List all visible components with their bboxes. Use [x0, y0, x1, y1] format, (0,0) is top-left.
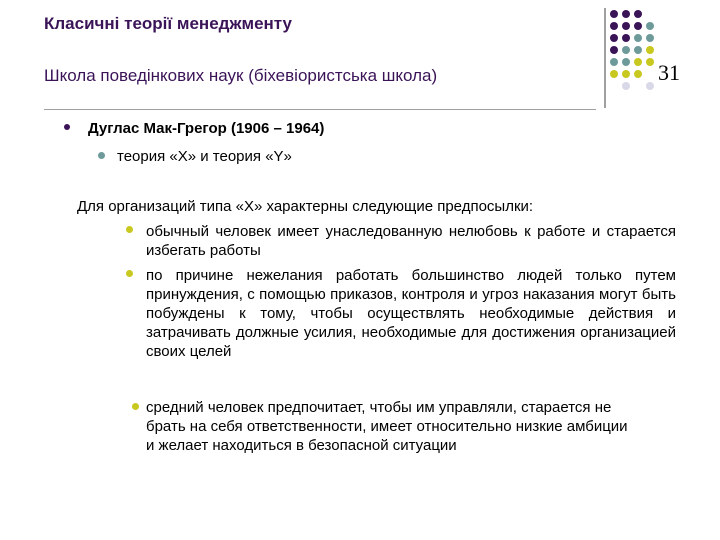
slide-subtitle: Школа поведінкових наук (біхевіористська школа) [44, 66, 438, 85]
decorative-dot [622, 58, 630, 66]
decorative-dot [610, 22, 618, 30]
decorative-dot [634, 10, 642, 18]
decorative-dot [622, 22, 630, 30]
slide-title: Класичні теорії менеджменту [44, 14, 292, 33]
decorative-dot [610, 46, 618, 54]
decorative-dot [646, 82, 654, 90]
item-bullet-icon [126, 270, 133, 277]
bullet-icon [64, 124, 70, 130]
decorative-dot [610, 10, 618, 18]
decorative-dot [646, 58, 654, 66]
decorative-dot [610, 58, 618, 66]
horizontal-divider [44, 109, 596, 110]
decorative-dot [622, 82, 630, 90]
decorative-dot [634, 34, 642, 42]
decorative-dot [622, 46, 630, 54]
list-item: обычный человек имеет унаследованную нелюбовь к работе и старается избегать работы [146, 223, 676, 259]
decorative-dot [646, 22, 654, 30]
decorative-dot-grid [606, 10, 666, 94]
sub-bullet-icon [98, 152, 105, 159]
decorative-dot [622, 10, 630, 18]
decorative-dot [646, 46, 654, 54]
page-number: 31 [658, 60, 680, 85]
intro-text: Для организаций типа «Х» характерны следующие предпосылки: [77, 198, 534, 215]
decorative-dot [610, 34, 618, 42]
list-item: по причине нежелания работать большинство людей только путем принуждения, с помощью приказов, контроля и угроз наказания могут быть побуждены к тому, чтобы осуществлять необходимые действия и затрачивать должные усилия, необходимые для достижения организацией своих целей [146, 267, 676, 360]
decorative-dot [610, 70, 618, 78]
item-bullet-icon [126, 226, 133, 233]
list-item: средний человек предпочитает, чтобы им управляли, старается не брать на себя ответственности, имеет относительно низкие амбиции и желает находиться в безопасной ситуации [146, 399, 628, 454]
decorative-dot [634, 70, 642, 78]
decorative-dot [634, 46, 642, 54]
item-bullet-icon [132, 403, 139, 410]
decorative-dot [646, 34, 654, 42]
main-bullet-text: Дуглас Мак-Грегор (1906 – 1964) [88, 120, 325, 137]
decorative-dot [622, 70, 630, 78]
decorative-dot [622, 34, 630, 42]
sub-bullet-text: теория «X» и теория «Y» [117, 148, 292, 165]
decorative-dot [634, 58, 642, 66]
decorative-dot [634, 22, 642, 30]
